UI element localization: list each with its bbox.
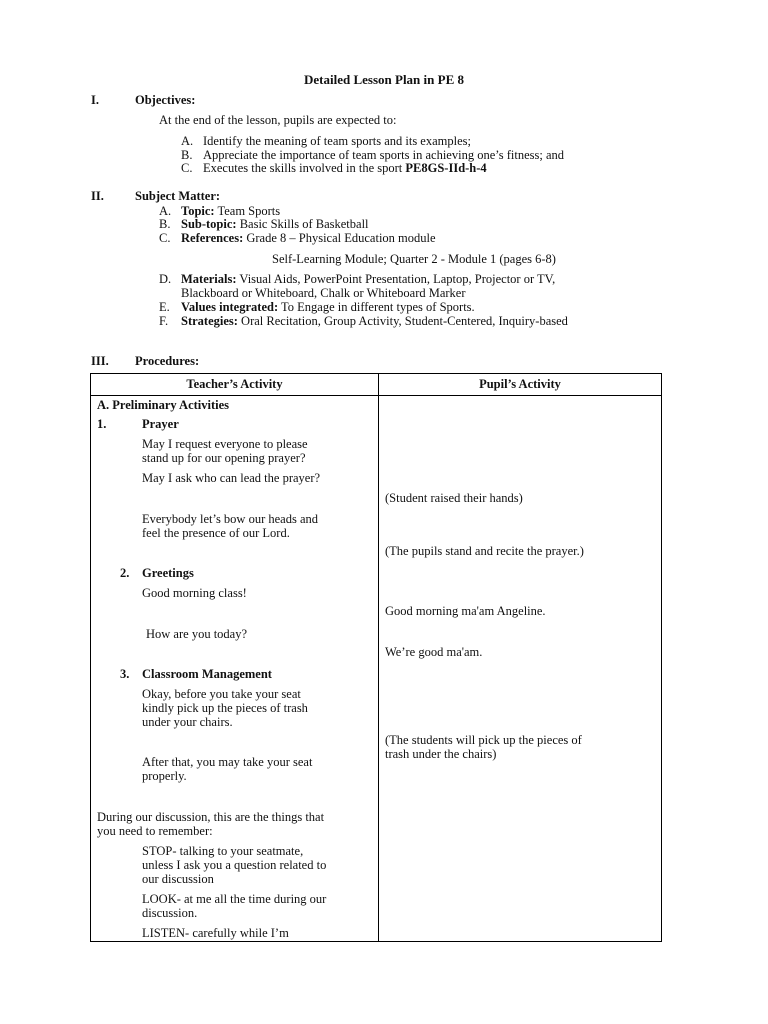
pupil-activity-header: Pupil’s Activity: [379, 374, 662, 396]
prayer-number: 1.: [97, 417, 107, 431]
materials-letter: D.: [159, 272, 172, 286]
teacher-line: STOP- talking to your seatmate,: [142, 844, 304, 858]
table-row: [91, 396, 662, 942]
teacher-line: May I ask who can lead the prayer?: [142, 471, 321, 485]
materials-value: Visual Aids, PowerPoint Presentation, Laptop, Projector or TV,: [236, 272, 556, 286]
pupil-line: trash under the chairs): [385, 747, 497, 761]
subtopic-letter: B.: [159, 217, 171, 231]
subtopic-label: Sub-topic:: [181, 217, 237, 231]
pupil-line: Good morning ma'am Angeline.: [385, 604, 546, 618]
teacher-line: kindly pick up the pieces of trash: [142, 701, 308, 715]
materials-label: Materials:: [181, 272, 237, 286]
greetings-heading: Greetings: [142, 566, 194, 580]
teacher-line: After that, you may take your seat: [142, 755, 313, 769]
teacher-line: LOOK- at me all the time during our: [142, 892, 327, 906]
teacher-line: properly.: [142, 769, 187, 783]
references-value: Grade 8 – Physical Education module: [243, 231, 436, 245]
teacher-line: LISTEN- carefully while I’m: [142, 926, 289, 940]
values-line: [181, 300, 475, 314]
subject-matter-heading: Subject Matter:: [135, 189, 221, 203]
strategies-label: Strategies:: [181, 314, 238, 328]
objectives-intro: At the end of the lesson, pupils are expected to:: [159, 113, 397, 127]
procedures-numeral: III.: [91, 354, 109, 368]
values-value: To Engage in different types of Sports.: [278, 300, 475, 314]
teacher-line: discussion.: [142, 906, 198, 920]
pupil-line: (Student raised their hands): [385, 491, 523, 505]
teacher-line: feel the presence of our Lord.: [142, 526, 290, 540]
objective-a-text: Identify the meaning of team sports and its examples;: [203, 134, 471, 148]
values-label: Values integrated:: [181, 300, 279, 314]
classroom-management-number: 3.: [120, 667, 130, 681]
pupil-line: We’re good ma'am.: [385, 645, 483, 659]
references-continuation: Self-Learning Module; Quarter 2 - Module 1 (pages 6-8): [272, 252, 556, 266]
references-label: References:: [181, 231, 244, 245]
teacher-line: Okay, before you take your seat: [142, 687, 301, 701]
teacher-line: our discussion: [142, 872, 214, 886]
teacher-line: under your chairs.: [142, 715, 233, 729]
pupil-activity-cell: [379, 396, 662, 942]
procedures-heading: Procedures:: [135, 354, 200, 368]
objective-b-letter: B.: [181, 148, 193, 162]
topic-value: Team Sports: [214, 204, 281, 218]
teacher-line: How are you today?: [146, 627, 248, 641]
prayer-heading: Prayer: [142, 417, 179, 431]
teacher-line: During our discussion, this are the things that: [97, 810, 325, 824]
teacher-activity-header: Teacher’s Activity: [91, 374, 379, 396]
pupil-line: (The students will pick up the pieces of: [385, 733, 582, 747]
procedures-table: [90, 373, 662, 942]
objectives-heading: Objectives:: [135, 93, 196, 107]
materials-line: [181, 272, 555, 286]
objective-c-line: [203, 161, 487, 175]
pupil-line: (The pupils stand and recite the prayer.): [385, 544, 584, 558]
objective-b-text: Appreciate the importance of team sports in achieving one’s fitness; and: [203, 148, 564, 162]
subject-matter-numeral: II.: [91, 189, 104, 203]
strategies-value: Oral Recitation, Group Activity, Student-Centered, Inquiry-based: [237, 314, 568, 328]
competency-code: PE8GS-IId-h-4: [405, 161, 487, 175]
teacher-line: stand up for our opening prayer?: [142, 451, 306, 465]
values-letter: E.: [159, 300, 170, 314]
objectives-numeral: I.: [91, 93, 99, 107]
strategies-letter: F.: [159, 314, 169, 328]
subtopic-value: Basic Skills of Basketball: [236, 217, 369, 231]
subtopic-line: [181, 217, 369, 231]
topic-label: Topic:: [181, 204, 215, 218]
document-title: Detailed Lesson Plan in PE 8: [304, 72, 464, 87]
topic-line: [181, 204, 280, 218]
teacher-line: Good morning class!: [142, 586, 247, 600]
teacher-line: Everybody let’s bow our heads and: [142, 512, 319, 526]
teacher-activity-cell: [91, 396, 379, 942]
classroom-management-heading: Classroom Management: [142, 667, 272, 681]
teacher-line: May I request everyone to please: [142, 437, 308, 451]
references-letter: C.: [159, 231, 171, 245]
objective-a-letter: A.: [181, 134, 194, 148]
objective-c-text: Executes the skills involved in the sport: [203, 161, 406, 175]
topic-letter: A.: [159, 204, 172, 218]
preliminary-activities-heading: A. Preliminary Activities: [97, 398, 230, 412]
objective-c-letter: C.: [181, 161, 193, 175]
table-header-row: [91, 374, 662, 396]
teacher-line: unless I ask you a question related to: [142, 858, 327, 872]
references-line: [181, 231, 436, 245]
teacher-line: you need to remember:: [97, 824, 213, 838]
strategies-line: [181, 314, 568, 328]
greetings-number: 2.: [120, 566, 130, 580]
materials-continuation: Blackboard or Whiteboard, Chalk or Whiteboard Marker: [181, 286, 466, 300]
